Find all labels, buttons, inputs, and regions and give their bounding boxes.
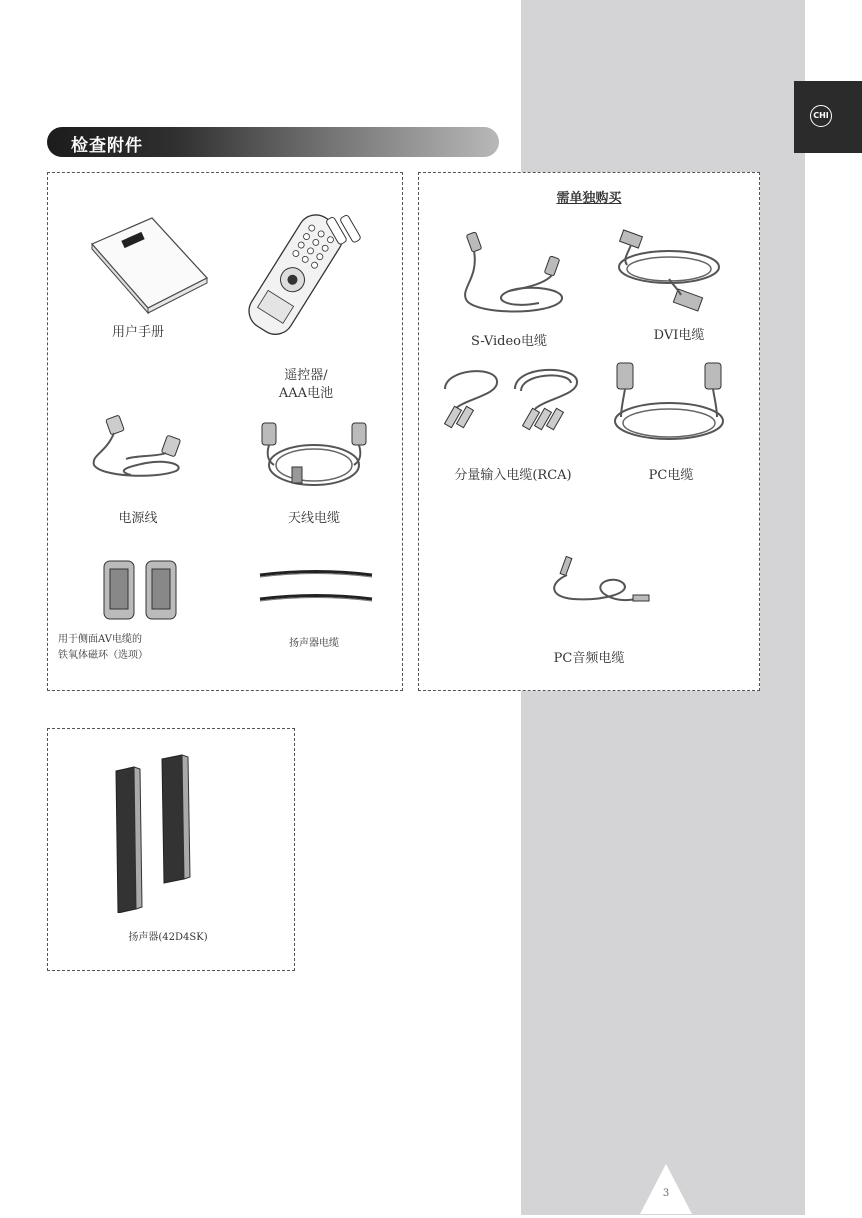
pc-cable-label: PC电缆 [648, 468, 694, 483]
page-number: 3 [662, 1188, 670, 1199]
component-cable-illustration [435, 359, 585, 444]
dvi-label: DVI电缆 [653, 328, 705, 343]
language-badge: CHI [810, 105, 832, 127]
language-tab [794, 81, 862, 153]
pc-audio-cable-illustration [543, 553, 653, 613]
remote-label-line2: AAA电池 [278, 386, 334, 401]
remote-illustration [236, 211, 376, 336]
pc-audio-label: PC音频电缆 [553, 651, 625, 666]
pc-cable-illustration [607, 359, 731, 449]
section-title: 检查附件 [71, 136, 143, 156]
speaker-cable-illustration [256, 565, 376, 610]
speaker-illustration [104, 753, 214, 913]
section-header [47, 127, 499, 157]
component-label: 分量输入电缆(RCA) [454, 468, 572, 483]
ferrite-core-illustration [100, 555, 180, 625]
svideo-cable-illustration [449, 229, 579, 319]
manual-illustration [82, 216, 212, 316]
antenna-cable-label: 天线电缆 [287, 511, 340, 526]
separate-purchase-box [418, 172, 760, 691]
ferrite-label-line2: 铁氧体磁环（选项） [58, 650, 148, 661]
power-cord-illustration [86, 413, 196, 483]
ferrite-label-line1: 用于侧面AV电缆的 [58, 634, 142, 645]
speaker-cable-label: 扬声器电缆 [289, 638, 339, 649]
separate-purchase-title: 需单独购买 [556, 191, 622, 206]
speakers-label: 扬声器(42D4SK) [128, 932, 208, 943]
manual-label: 用户手册 [111, 325, 164, 340]
svideo-label: S-Video电缆 [471, 334, 547, 349]
speakers-box [47, 728, 295, 971]
page-number-marker [640, 1164, 692, 1214]
included-accessories-box [47, 172, 403, 691]
antenna-cable-illustration [254, 421, 374, 491]
power-cord-label: 电源线 [118, 511, 158, 526]
remote-label-line1: 遥控器/ [284, 368, 328, 383]
dvi-cable-illustration [609, 229, 729, 319]
